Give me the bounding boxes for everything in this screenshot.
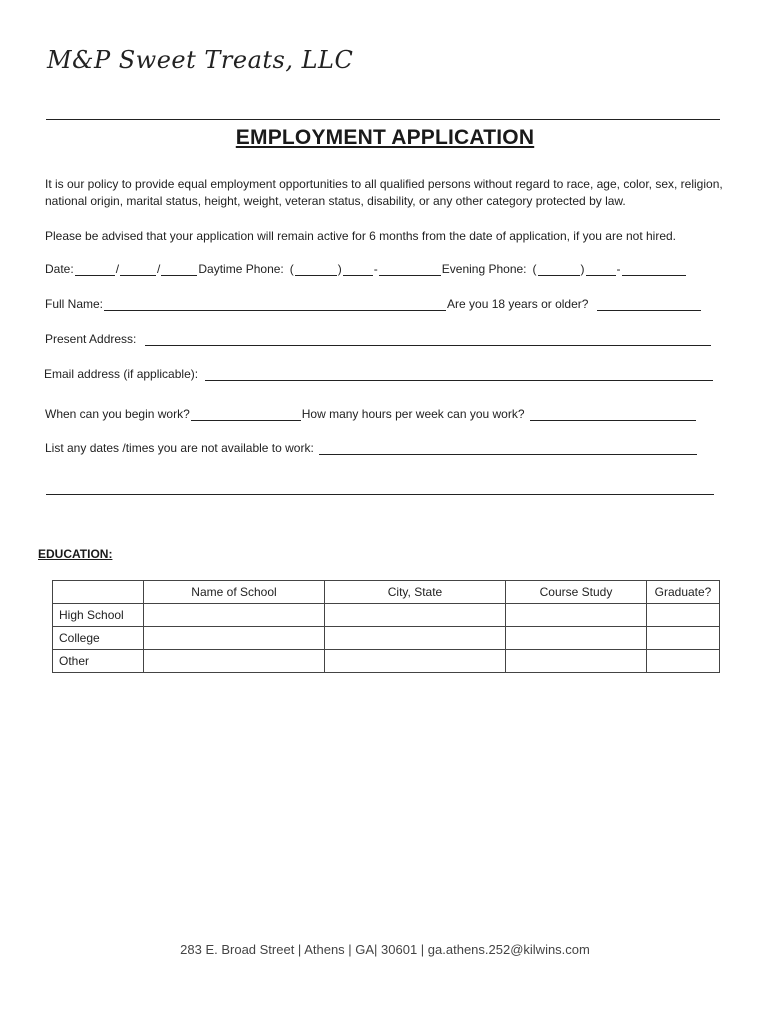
full-name-label: Full Name: bbox=[45, 297, 104, 311]
city-state-cell[interactable] bbox=[325, 604, 506, 627]
date-separator: / bbox=[115, 262, 120, 276]
phone-paren: ( bbox=[289, 262, 294, 276]
date-month-field[interactable] bbox=[75, 263, 115, 276]
present-address-label: Present Address: bbox=[45, 332, 137, 346]
availability-row bbox=[45, 407, 697, 421]
school-name-cell[interactable] bbox=[144, 627, 325, 650]
begin-work-label: When can you begin work? bbox=[45, 407, 190, 421]
footer-address: 283 E. Broad Street | Athens | GA| 30601 | ga.athens.252@kilwins.com bbox=[180, 942, 590, 957]
hours-field[interactable] bbox=[530, 408, 696, 421]
notice-paragraph: Please be advised that your application will remain active for 6 months from the date of application, if you are not hired. bbox=[45, 229, 677, 243]
full-name-row bbox=[45, 297, 702, 311]
email-row bbox=[44, 367, 714, 381]
unavailable-label: List any dates /times you are not available to work: bbox=[45, 441, 314, 455]
city-state-cell[interactable] bbox=[325, 650, 506, 673]
begin-work-field[interactable] bbox=[191, 408, 301, 421]
course-study-cell[interactable] bbox=[506, 604, 647, 627]
phone-paren: ( bbox=[532, 262, 537, 276]
daytime-area-code-field[interactable] bbox=[295, 263, 337, 276]
evening-phone-label: Evening Phone: bbox=[441, 262, 527, 276]
row-label: Other bbox=[53, 650, 144, 673]
graduate-cell[interactable] bbox=[647, 604, 720, 627]
school-name-cell[interactable] bbox=[144, 650, 325, 673]
evening-number-field[interactable] bbox=[622, 263, 686, 276]
age-question-label: Are you 18 years or older? bbox=[447, 297, 589, 311]
table-row bbox=[53, 604, 720, 627]
email-label: Email address (if applicable): bbox=[44, 367, 199, 381]
table-row bbox=[53, 650, 720, 673]
row-label: College bbox=[53, 627, 144, 650]
column-header: Course Study bbox=[506, 581, 647, 604]
unavailable-field[interactable] bbox=[319, 442, 697, 455]
row-label: High School bbox=[53, 604, 144, 627]
education-table bbox=[52, 580, 720, 673]
phone-paren: ) bbox=[580, 262, 585, 276]
daytime-prefix-field[interactable] bbox=[343, 263, 373, 276]
daytime-phone-label: Daytime Phone: bbox=[198, 262, 284, 276]
graduate-cell[interactable] bbox=[647, 627, 720, 650]
hours-label: How many hours per week can you work? bbox=[301, 407, 525, 421]
column-header bbox=[53, 581, 144, 604]
phone-paren: ) bbox=[337, 262, 342, 276]
company-name: M&P Sweet Treats, LLC bbox=[47, 46, 354, 74]
full-name-field[interactable] bbox=[104, 298, 446, 311]
unavailable-field-continuation[interactable] bbox=[46, 494, 714, 495]
column-header: Graduate? bbox=[647, 581, 720, 604]
policy-paragraph: It is our policy to provide equal employment opportunities to all qualified persons without regard to race, age, color, sex, religion, national origin, marital status, height, weight, veteran status, disability, or any other category protected by law. bbox=[45, 177, 723, 208]
phone-dash: - bbox=[616, 262, 621, 276]
date-day-field[interactable] bbox=[120, 263, 156, 276]
course-study-cell[interactable] bbox=[506, 650, 647, 673]
date-phone-row bbox=[45, 262, 687, 276]
graduate-cell[interactable] bbox=[647, 650, 720, 673]
evening-area-code-field[interactable] bbox=[538, 263, 580, 276]
unavailable-row bbox=[45, 441, 698, 455]
column-header: Name of School bbox=[144, 581, 325, 604]
date-label: Date: bbox=[45, 262, 74, 276]
city-state-cell[interactable] bbox=[325, 627, 506, 650]
present-address-row bbox=[45, 332, 712, 346]
date-year-field[interactable] bbox=[161, 263, 197, 276]
education-header-row bbox=[53, 581, 720, 604]
evening-prefix-field[interactable] bbox=[586, 263, 616, 276]
column-header: City, State bbox=[325, 581, 506, 604]
phone-dash: - bbox=[373, 262, 378, 276]
email-field[interactable] bbox=[205, 368, 713, 381]
course-study-cell[interactable] bbox=[506, 627, 647, 650]
page-title: EMPLOYMENT APPLICATION bbox=[235, 126, 535, 149]
age-answer-field[interactable] bbox=[597, 298, 701, 311]
education-heading: EDUCATION: bbox=[38, 547, 113, 561]
daytime-number-field[interactable] bbox=[379, 263, 441, 276]
table-row bbox=[53, 627, 720, 650]
school-name-cell[interactable] bbox=[144, 604, 325, 627]
date-separator: / bbox=[157, 262, 161, 276]
present-address-field[interactable] bbox=[145, 333, 711, 346]
header-divider bbox=[46, 119, 720, 120]
